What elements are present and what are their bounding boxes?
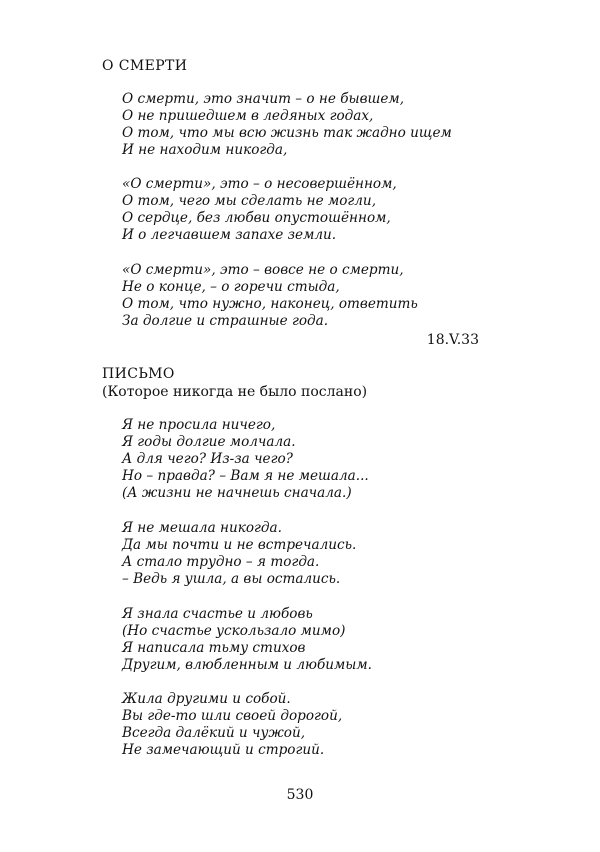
- verse-line: Я знала счастье и любовь: [122, 606, 313, 622]
- verse-line: О том, что мы всю жизнь так жадно ищем: [122, 125, 452, 141]
- poem1-stanza-1: [122, 91, 452, 159]
- verse-line: (Но счастье ускользало мимо): [122, 623, 346, 639]
- poem-subtitle: (Которое никогда не было послано): [102, 384, 368, 400]
- verse-line: – Ведь я ушла, а вы остались.: [122, 571, 341, 587]
- poem1-stanza-3: [122, 262, 418, 330]
- verse-line: Всегда далёкий и чужой,: [122, 725, 306, 741]
- verse-line: О не пришедшем в ледяных годах,: [122, 108, 374, 124]
- page-number: 530: [286, 787, 314, 803]
- verse-line: А для чего? Из-за чего?: [122, 451, 293, 467]
- poem2-stanza-1: [122, 417, 369, 502]
- poem2-stanza-2: [122, 520, 356, 588]
- verse-line: (А жизни не начнешь сначала.): [122, 485, 352, 501]
- verse-line: Да мы почти и не встречались.: [122, 537, 357, 553]
- verse-line: «О смерти», это – о несовершённом,: [122, 176, 397, 192]
- verse-line: Но – правда? – Вам я не мешала...: [122, 468, 369, 484]
- verse-line: О сердце, без любви опустошённом,: [122, 210, 391, 226]
- verse-line: За долгие и страшные года.: [122, 313, 329, 329]
- verse-line: Я написала тьму стихов: [122, 640, 306, 656]
- poem-title-o-smerti: О СМЕРТИ: [102, 58, 188, 74]
- verse-line: О том, что нужно, наконец, ответить: [122, 296, 418, 312]
- poem1-stanza-2: [122, 176, 397, 244]
- verse-line: Я не просила ничего,: [122, 417, 276, 433]
- verse-line: И о легчавшем запахе земли.: [122, 227, 337, 243]
- verse-line: О смерти, это значит – о не бывшем,: [122, 91, 405, 107]
- verse-line: Не о конце, – о горечи стыда,: [122, 279, 340, 295]
- verse-line: Не замечающий и строгий.: [122, 742, 325, 758]
- poem-title-pismo: ПИСЬМО: [102, 366, 175, 382]
- verse-line: Жила другими и собой.: [122, 691, 291, 707]
- verse-line: Я не мешала никогда.: [122, 520, 282, 536]
- verse-line: Другим, влюбленным и любимым.: [122, 657, 372, 673]
- verse-line: О том, чего мы сделать не могли,: [122, 193, 377, 209]
- poem2-stanza-3: [122, 606, 372, 674]
- verse-line: И не находим никогда,: [122, 142, 288, 158]
- verse-line: Я годы долгие молчала.: [122, 434, 296, 450]
- verse-line: «О смерти», это – вовсе не о смерти,: [122, 262, 404, 278]
- verse-line: Вы где-то шли своей дорогой,: [122, 708, 343, 724]
- poem2-stanza-4: [122, 691, 342, 759]
- verse-line: А стало трудно – я тогда.: [122, 554, 320, 570]
- poem-date: 18.V.33: [426, 332, 479, 348]
